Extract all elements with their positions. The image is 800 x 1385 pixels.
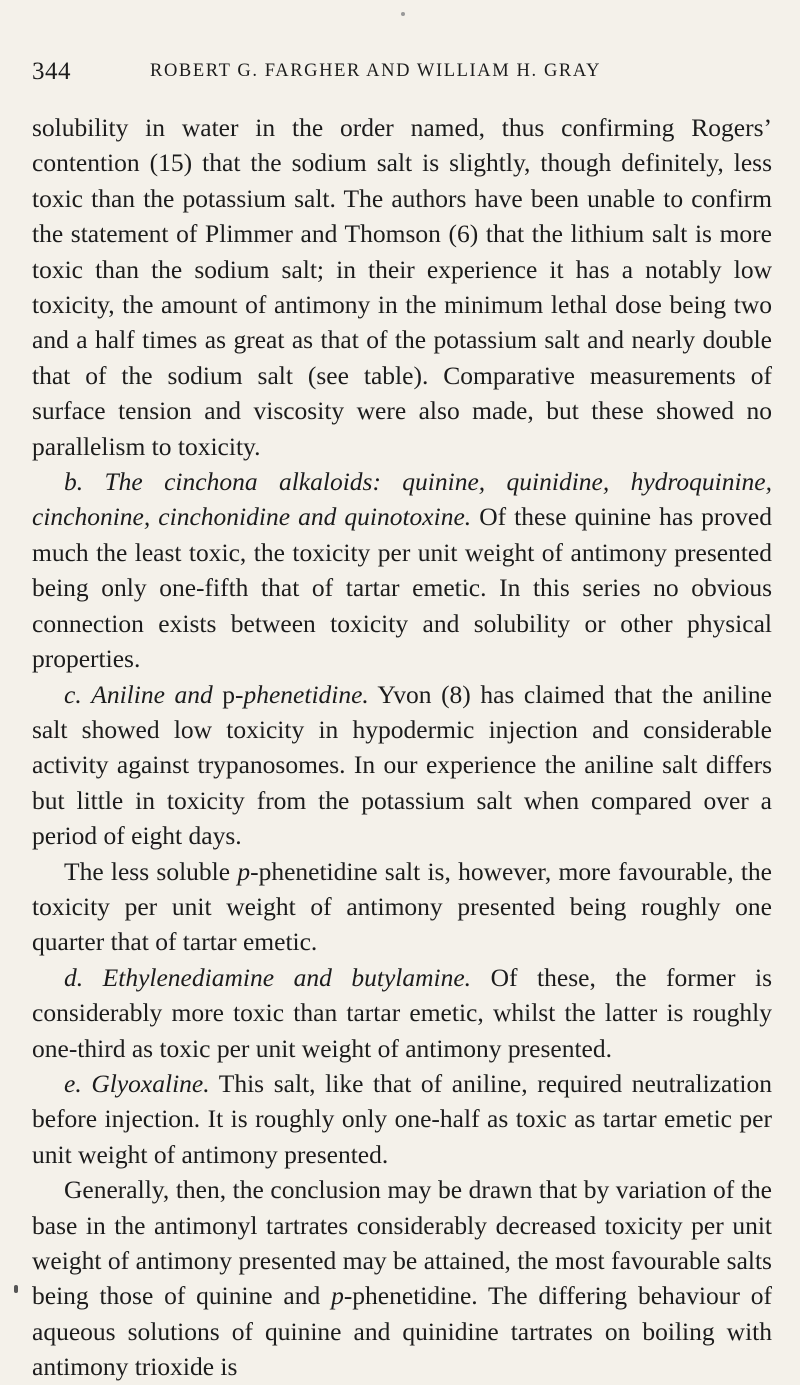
- section-label-d: d.: [64, 962, 84, 992]
- page-header: [32, 58, 772, 92]
- paragraph-phenetidine-a: The less soluble: [64, 856, 238, 886]
- section-heading-cinchona: The cinchona alkaloids: quinine, quinidine, hydroquinine, cinchonine, cinchonidine and quinotoxine.: [32, 467, 772, 532]
- paragraph-ethylenediamine: [32, 960, 772, 1066]
- page-number: 344: [32, 58, 71, 85]
- section-label-b: b.: [64, 467, 84, 497]
- body-text: [32, 110, 772, 1385]
- section-heading-aniline-p: p: [222, 679, 235, 709]
- paragraph-phenetidine-p: p: [237, 856, 251, 886]
- section-heading-aniline-a: Aniline and: [91, 679, 223, 709]
- print-speck: [401, 12, 405, 16]
- paragraph-phenetidine-b: -phenetidine salt is, however, more favourable, the toxicity per unit weight of antimony presented being roughly one quarter that of tartar emetic.: [32, 856, 772, 957]
- running-head: ROBERT G. FARGHER AND WILLIAM H. GRAY: [150, 61, 602, 81]
- section-heading-aniline-b: -phenetidine.: [234, 679, 369, 709]
- paragraph-cinchona-body: Of these quinine has proved much the least toxic, the toxicity per unit weight of antimony presented being only one-fifth that of tartar emetic. In this series no obvious connection exists between toxicity and solubility or other physical properties.: [32, 502, 772, 674]
- paragraph-aniline-body: Yvon (8) has claimed that the aniline salt showed low toxicity in hypodermic injection and considerable activity against trypanosomes. In our experience the aniline salt differs but little in toxicity from the potassium salt when compared over a period of eight days.: [32, 679, 772, 851]
- paragraph-cinchona: [32, 464, 772, 676]
- paragraph-sodium-salt: solubility in water in the order named, thus confirming Rogers’ contention (15) that the sodium salt is slightly, though definitely, less toxic than the potassium salt. The authors have been unable to confirm the statement of Plimmer and Thomson (6) that the lithium salt is more toxic than the sodium salt; in their experience it has a notably low toxicity, the amount of antimony in the minimum lethal dose being two and a half times as great as that of the potassium salt and nearly double that of the sodium salt (see table). Comparative measurements of surface tension and viscosity were also made, but these showed no parallelism to toxicity.: [32, 113, 772, 461]
- paragraph-glyoxaline: [32, 1066, 772, 1172]
- paragraph-conclusion-a: Generally, then, the conclusion may be drawn that by variation of the base in the antimonyl tartrates considerably decreased toxicity per unit weight of antimony presented may be attained, the most favourable salts being those of quinine and: [32, 1175, 772, 1311]
- paragraph-ethylenediamine-body: Of these, the former is considerably more toxic than tartar emetic, whilst the latter is roughly one-third as toxic per unit weight of antimony presented.: [32, 962, 772, 1063]
- margin-speck: [14, 1285, 18, 1293]
- section-label-c: c.: [64, 679, 82, 709]
- paragraph-conclusion-b: -phenetidine. The differing behaviour of aqueous solutions of quinine and quinidine tartrates on boiling with antimony trioxide is: [32, 1281, 773, 1382]
- paragraph-conclusion: [32, 1172, 772, 1384]
- paragraph-aniline: [32, 677, 772, 854]
- section-label-e: e.: [64, 1068, 82, 1098]
- paragraph-conclusion-p: p: [331, 1281, 344, 1311]
- section-heading-ethylenediamine: Ethylenediamine and butylamine.: [102, 962, 472, 992]
- section-heading-glyoxaline: Glyoxaline.: [91, 1068, 210, 1098]
- paragraph-phenetidine: [32, 854, 772, 960]
- paragraph-glyoxaline-body: This salt, like that of aniline, required neutralization before injection. It is roughly only one-half as toxic as tartar emetic per unit weight of antimony presented.: [32, 1068, 772, 1169]
